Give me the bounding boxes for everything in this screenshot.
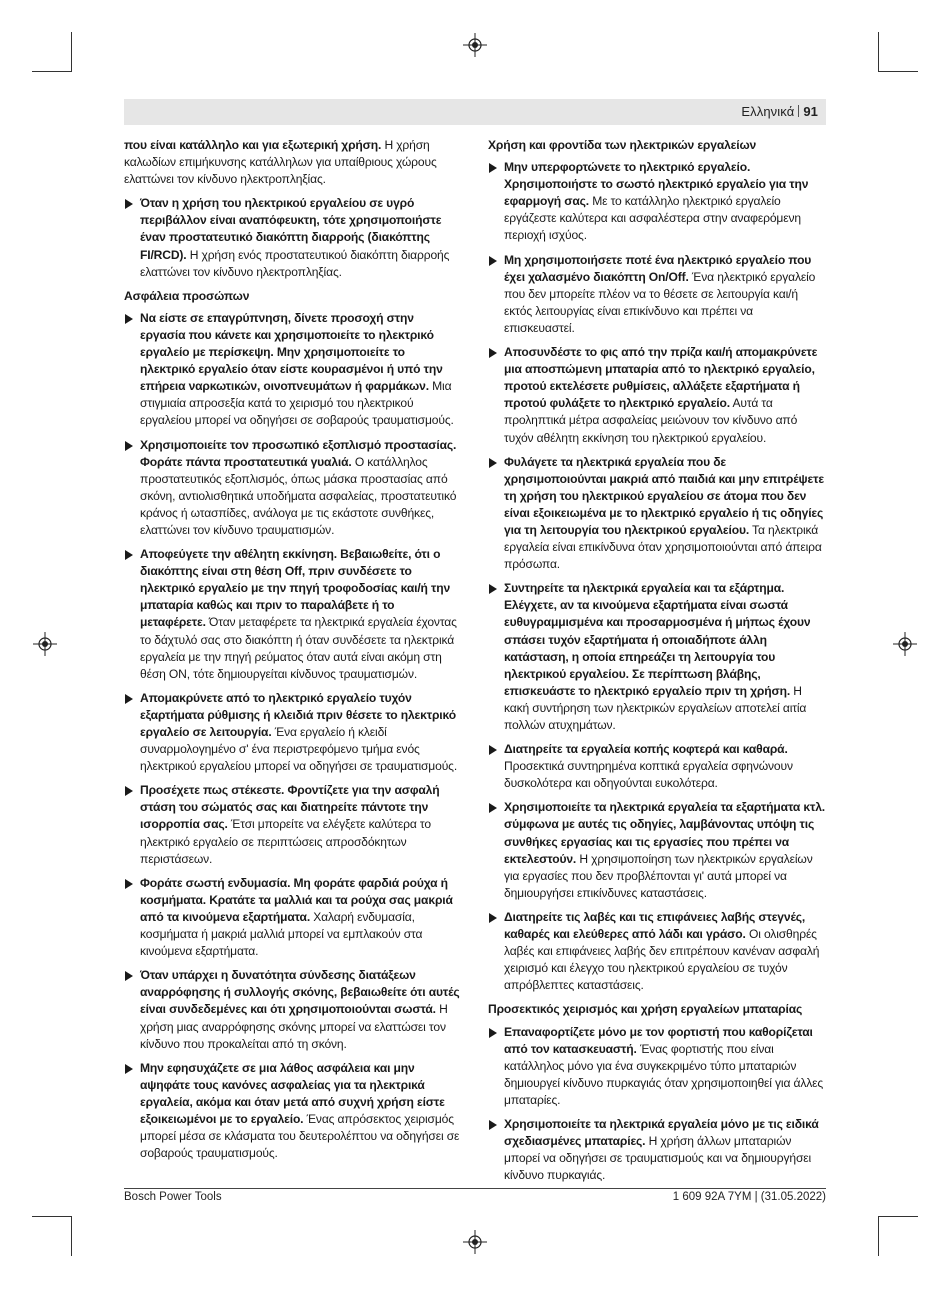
item-bold: Αποσυνδέστε το φις από την πρίζα και/ή απομακρύνετε μια αποσπώμενη μπαταρία από το ηλεκτρικό εργαλείο, προτού εκτελέσετε ρυθμίσεις, αλλάξετε εξαρτήματα ή προτού φυλάξετε το ηλεκτρικό εργαλείο.: [504, 345, 818, 411]
bullet-triangle-icon: [489, 256, 497, 266]
footer-divider: [124, 1188, 826, 1189]
item-bold: Χρησιμοποιείτε τα ηλεκτρικά εργαλεία τα εξαρτήματα κτλ. σύμφωνα με αυτές τις οδηγίες, λαμβάνοντας υπόψη τις συνθήκες εργασίας και τις εργασίες που πρέπει να εκτελεστούν.: [504, 800, 825, 866]
registration-mark-right-icon: [893, 632, 917, 656]
item-text: Ένας απρόσεκτος χειρισμός μπορεί μέσα σε κλάσματα του δευτερολέπτου να οδηγήσει σε σοβαρούς τραυματισμούς.: [140, 1111, 460, 1161]
crop-mark-bottom-right-h: [878, 1216, 918, 1217]
crop-mark-top-right-h: [878, 71, 918, 72]
item-bold: Φοράτε σωστή ενδυμασία. Μη φοράτε φαρδιά ρούχα ή κοσμήματα. Κρατάτε τα μαλλιά και τα ρούχα σας μακριά από τα κινούμενα εξαρτήματα.: [140, 875, 453, 924]
item-bold: Όταν υπάρχει η δυνατότητα σύνδεσης διατάξεων αναρρόφησης ή συλλογής σκόνης, βεβαιωθείτε ότι αυτές είναι συνδεδεμένες και ότι χρησιμοποιούνται σωστά.: [140, 968, 460, 1017]
bullet-triangle-icon: [125, 694, 133, 704]
list-item: [124, 1060, 462, 1163]
item-text: Με το κατάλληλο ηλεκτρικό εργαλείο εργάζεστε καλύτερα και ασφαλέστερα στην αναφερόμενη περιοχή ισχύος.: [504, 194, 801, 243]
item-text: Προσεκτικά συντηρημένα κοπτικά εργαλεία σφηνώνουν δυσκολότερα και οδηγούνται ευκολότερα.: [504, 759, 793, 791]
bullet-triangle-icon: [489, 913, 497, 923]
item-text: Η κακή συντήρηση των ηλεκτρικών εργαλείων αποτελεί αιτία πολλών ατυχημάτων.: [504, 683, 807, 732]
bullet-triangle-icon: [489, 163, 497, 173]
list-item: [488, 799, 826, 902]
item-bold: Μην υπερφορτώνετε το ηλεκτρικό εργαλείο. Χρησιμοποιήστε το σωστό ηλεκτρικό εργαλείο για την εφαρμογή σας.: [504, 160, 809, 209]
bullet-triangle-icon: [125, 199, 133, 209]
header-language: Ελληνικά: [741, 104, 795, 119]
list-item: [124, 690, 462, 775]
list-item: [124, 875, 462, 960]
bullet-triangle-icon: [125, 441, 133, 451]
intro-bold: που είναι κατάλληλο και για εξωτερική χρήση.: [124, 138, 382, 152]
bullet-triangle-icon: [489, 458, 497, 468]
item-bold: Μη χρησιμοποιήσετε ποτέ ένα ηλεκτρικό εργαλείο που έχει χαλασμένο διακόπτη On/Off.: [504, 252, 812, 284]
bullet-triangle-icon: [125, 786, 133, 796]
item-bold: Μην εφησυχάζετε σε μια λάθος ασφάλεια και μην αψηφάτε τους κανόνες ασφαλείας για τα ηλεκτρικά εργαλεία, ακόμα και όταν μετά από συχνή χρήση είστε εξοικειωμένοι με το εργαλείο.: [140, 1060, 445, 1126]
bullet-triangle-icon: [125, 1064, 133, 1074]
right-column: [488, 137, 826, 1191]
list-item: [124, 195, 462, 280]
list-item: [124, 782, 462, 867]
item-text: Όταν μεταφέρετε τα ηλεκτρικά εργαλεία έχοντας το δάχτυλό σας στο διακόπτη ή όταν συνδέσετε τα ηλεκτρικά εργαλεία με την πηγή ρεύματος όταν αυτά είναι ακόμη στη θέση ON, τότε δημιουργείται κίνδυνος τραυματισμών.: [140, 615, 457, 681]
crop-mark-top-right-v: [878, 32, 879, 72]
item-bold: Να είστε σε επαγρύπνηση, δίνετε προσοχή στην εργασία που κάνετε και χρησιμοποιείτε το ηλεκτρικό εργαλείο με περίσκεψη. Μην χρησιμοποιείτε το ηλεκτρικό εργαλείο όταν είστε κουρασμένοι ή υπό την επήρεια ναρκωτικών, οινοπνευμάτων ή φαρμάκων.: [140, 310, 443, 394]
crop-mark-bottom-left-h: [32, 1216, 72, 1217]
list-item: [488, 580, 826, 734]
item-bold: Αποφεύγετε την αθέλητη εκκίνηση. Βεβαιωθείτε, ότι ο διακόπτης είναι στη θέση Off, πριν συνδέσετε το ηλεκτρικό εργαλείο με την πηγή τροφοδοσίας και/ή την μπαταρία καθώς και πριν το παραλάβετε ή το μεταφέρετε.: [140, 547, 451, 630]
crop-mark-bottom-right-v: [878, 1216, 879, 1256]
section-heading: Προσεκτικός χειρισμός και χρήση εργαλείων μπαταρίας: [488, 1002, 803, 1017]
list-item: [488, 1116, 826, 1184]
item-bold: Διατηρείτε τα εργαλεία κοπής κοφτερά και καθαρά.: [504, 742, 788, 757]
page-header: [124, 99, 826, 125]
section-heading: Χρήση και φροντίδα των ηλεκτρικών εργαλείων: [488, 138, 757, 152]
bullet-triangle-icon: [125, 550, 133, 560]
list-item: [124, 967, 462, 1052]
left-column: [124, 137, 462, 1169]
item-text: Ένας φορτιστής που είναι κατάλληλος μόνο για ένα συγκεκριμένο τύπο μπαταριών δημιουργεί κίνδυνο πυρκαγιάς όταν χρησιμοποιηθεί για άλλες μπαταρίες.: [504, 1041, 824, 1107]
item-text: Η χρήση άλλων μπαταριών μπορεί να οδηγήσει σε τραυματισμούς και να δημιουργήσει κίνδυνο πυρκαγιάς.: [504, 1134, 812, 1183]
page-number: 91: [803, 104, 818, 119]
item-text: Η χρήση ενός προστατευτικού διακόπτη διαρροής ελαττώνει τον κίνδυνο ηλεκτροπληξίας.: [140, 247, 450, 279]
bullet-triangle-icon: [489, 1120, 497, 1130]
item-text: Η χρησιμοποίηση των ηλεκτρικών εργαλείων για εργασίες που δεν προβλέπονται γι' αυτά μπορεί να δημιουργήσει επικίνδυνες καταστάσεις.: [504, 851, 813, 900]
list-item: [488, 252, 826, 337]
item-bold: Χρησιμοποιείτε τα ηλεκτρικά εργαλεία μόνο με τις ειδικά σχεδιασμένες μπαταρίες.: [504, 1116, 819, 1149]
item-text: Ένα εργαλείο ή κλειδί συναρμολογημένο σ' ένα περιστρεφόμενο τμήμα ενός ηλεκτρικού εργαλείου μπορεί να οδηγήσει σε τραυματισμούς.: [140, 725, 458, 774]
item-text: Η χρήση μιας αναρρόφησης σκόνης μπορεί να ελαττώσει τον κίνδυνο που προκαλείται από τη σκόνη.: [140, 1002, 448, 1051]
item-bold: Επαναφορτίζετε μόνο με τον φορτιστή που καθορίζεται από τον κατασκευαστή.: [504, 1024, 813, 1056]
crop-mark-top-left-h: [32, 71, 72, 72]
item-text: Ο κατάλληλος προστατευτικός εξοπλισμός, όπως μάσκα προστασίας από σκόνη, αντιολισθητικά υποδήματα ασφαλείας, προστατευτικό κράνος ή ωτασπίδες, ανάλογα με τις εκάστοτε συνθήκες, ελαττώνει τον κίνδυνο τραυματισμών.: [140, 454, 457, 537]
footer-brand: Bosch Power Tools: [124, 1191, 222, 1203]
item-text: Τα ηλεκτρικά εργαλεία είναι επικίνδυνα όταν χρησιμοποιούνται από άπειρα πρόσωπα.: [504, 522, 822, 572]
crop-mark-top-left-v: [71, 32, 72, 72]
bullet-triangle-icon: [489, 348, 497, 358]
item-text: Χαλαρή ενδυμασία, κοσμήματα ή μακριά μαλλιά μπορεί να εμπλακούν στα κινούμενα εξαρτήματα.: [140, 909, 423, 959]
list-item: [488, 344, 826, 447]
item-bold: Προσέχετε πως στέκεστε. Φροντίζετε για την ασφαλή στάση του σώματός σας και διατηρείτε πάντοτε την ισορροπία σας.: [140, 783, 440, 832]
item-text: Μια στιγμιαία απροσεξία κατά το χειρισμό του ηλεκτρικού εργαλείου μπορεί να οδηγήσει σε σοβαρούς τραυματισμούς.: [140, 379, 454, 428]
intro-paragraph: [124, 137, 462, 188]
footer-document-id: 1 609 92A 7YM | (31.05.2022): [672, 1191, 826, 1203]
item-bold: Απομακρύνετε από το ηλεκτρικό εργαλείο τυχόν εξαρτήματα ρύθμισης ή κλειδιά πριν θέσετε το ηλεκτρικό εργαλείο σε λειτουργία.: [140, 690, 456, 739]
bullet-triangle-icon: [125, 314, 133, 324]
crop-mark-bottom-left-v: [71, 1216, 72, 1256]
item-bold: Φυλάγετε τα ηλεκτρικά εργαλεία που δε χρησιμοποιούνται μακριά από παιδιά και μην επιτρέψετε τη χρήση του ηλεκτρικού εργαλείου σε άτομα που δεν είναι εξοικειωμένα με το ηλεκτρικό εργαλείο ή τις οδηγίες για τη λειτουργία του ηλεκτρικού εργαλείου.: [504, 454, 824, 537]
item-text: Αυτά τα προληπτικά μέτρα ασφαλείας μειώνουν τον κίνδυνο από τυχόν αθέλητη εκκίνηση του ηλεκτρικού εργαλείου.: [504, 396, 798, 445]
registration-mark-bottom-icon: [463, 1230, 487, 1254]
list-item: [124, 310, 462, 430]
list-item: [488, 909, 826, 994]
list-item: [124, 546, 462, 683]
list-item: [488, 454, 826, 574]
header-text: [741, 104, 818, 119]
item-bold: Διατηρείτε τις λαβές και τις επιφάνειες λαβής στεγνές, καθαρές και ελεύθερες από λάδι και γράσο.: [504, 909, 806, 942]
list-item: [488, 741, 826, 792]
item-text: Έτσι μπορείτε να ελέγξετε καλύτερα το ηλεκτρικό εργαλείο σε περιπτώσεις απροσδόκητων περιστάσεων.: [140, 817, 431, 866]
bullet-triangle-icon: [125, 971, 133, 981]
bullet-triangle-icon: [489, 584, 497, 594]
item-text: Οι ολισθηρές λαβές και επιφάνειες λαβής δεν επιτρέπουν κανέναν ασφαλή χειρισμό και έλεγχο του ηλεκτρικού εργαλείου σε τυχόν απρόβλεπτες καταστάσεις.: [504, 927, 820, 993]
list-item: [488, 159, 826, 244]
section-heading: Ασφάλεια προσώπων: [124, 288, 250, 303]
registration-mark-top-icon: [463, 33, 487, 57]
bullet-triangle-icon: [489, 803, 497, 813]
item-bold: Όταν η χρήση του ηλεκτρικού εργαλείου σε υγρό περιβάλλον είναι αναπόφευκτη, τότε χρησιμοποιήστε έναν προστατευτικό διακόπτη διαρροής (διακόπτης FI/RCD).: [140, 196, 442, 262]
bullet-triangle-icon: [489, 1028, 497, 1038]
list-item: [124, 437, 462, 540]
item-bold: Συντηρείτε τα ηλεκτρικά εργαλεία και τα εξάρτημα. Ελέγχετε, αν τα κινούμενα εξαρτήματα είναι σωστά ευθυγραμμισμένα και προσαρμοσμένα ή μήπως έχουν σπάσει τυχόν εξαρτήματα ή οποιαδήποτε άλλη κατάσταση, η οποία επηρεάζει τη λειτουργία του ηλεκτρικού εργαλείου. Σε περίπτωση βλάβης, επισκευάστε το ηλεκτρικό εργαλείο πριν τη χρήση.: [504, 581, 811, 698]
bullet-triangle-icon: [489, 745, 497, 755]
registration-mark-left-icon: [33, 632, 57, 656]
bullet-triangle-icon: [125, 879, 133, 889]
item-text: Ένα ηλεκτρικό εργαλείο που δεν μπορείτε πλέον να το θέσετε σε λειτουργία και/ή εκτός λειτουργίας είναι επικίνδυνο και πρέπει να επισκευαστεί.: [504, 269, 816, 335]
list-item: [488, 1024, 826, 1109]
item-bold: Χρησιμοποιείτε τον προσωπικό εξοπλισμό προστασίας. Φοράτε πάντα προστατευτικά γυαλιά.: [140, 437, 457, 469]
intro-text: Η χρήση καλωδίων επιμήκυνσης κατάλληλων για υπαίθριους χώρους ελαττώνει τον κίνδυνο ηλεκτροπληξίας.: [124, 138, 437, 187]
